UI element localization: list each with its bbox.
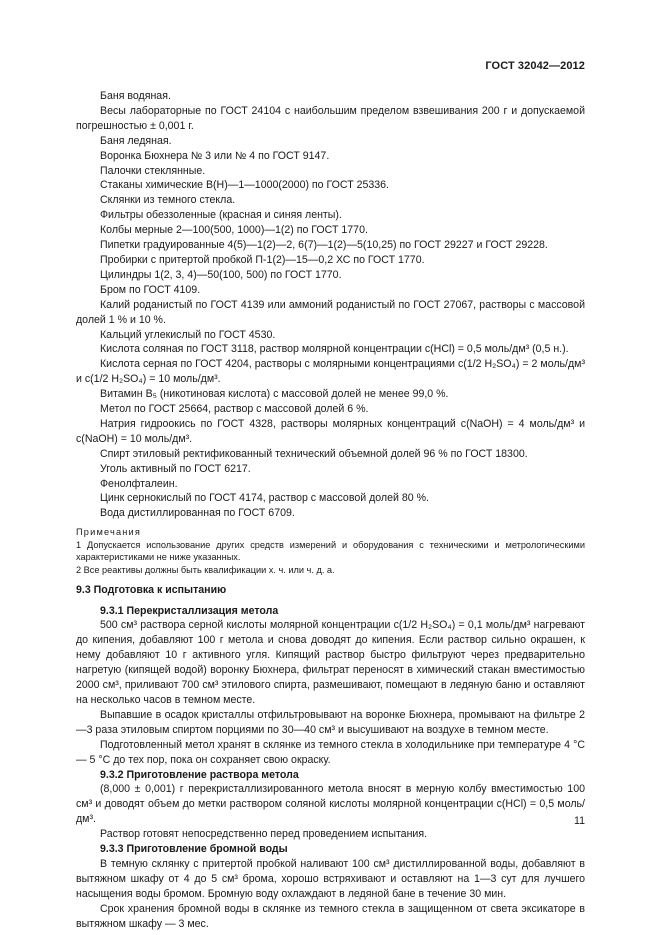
- equipment-item: Калий роданистый по ГОСТ 4139 или аммоний роданистый по ГОСТ 27067, растворы с массовой долей 1 % и 10 %.: [76, 298, 585, 326]
- notes-block: [76, 526, 585, 576]
- equipment-item: Кислота соляная по ГОСТ 3118, раствор молярной концентрации c(HCl) = 0,5 моль/дм³ (0,5 н.).: [100, 343, 569, 356]
- equipment-item: Цилиндры 1(2, 3, 4)—50(100, 500) по ГОСТ 1770.: [100, 268, 342, 281]
- equipment-item: Пипетки градуированные 4(5)—1(2)—2, 6(7)—1(2)—5(10,25) по ГОСТ 29227 и ГОСТ 29228.: [100, 239, 548, 252]
- equipment-item: Пробирки с притертой пробкой П-1(2)—15—0,2 ХС по ГОСТ 1770.: [100, 253, 425, 266]
- equipment-item: Баня водяная.: [100, 90, 171, 102]
- equipment-item: Весы лабораторные по ГОСТ 24104 с наибольшим пределом взвешивания 200 г и допускаемой погрешностью ± 0,001 г.: [76, 104, 585, 132]
- subsection-title: 9.3.1 Перекристаллизация метола: [100, 604, 279, 617]
- note-item: 1 Допускается использование других средств измерений и оборудования с техническими и метрологическими характеристиками не ниже указанных.: [76, 539, 585, 563]
- note-item: 2 Все реактивы должны быть квалификации х. ч. или ч. д. а.: [76, 565, 335, 576]
- equipment-item: Баня ледяная.: [100, 134, 172, 147]
- document-code: ГОСТ 32042—2012: [485, 60, 585, 72]
- equipment-list: [76, 89, 585, 521]
- document-body: [76, 89, 585, 932]
- equipment-item: Уголь активный по ГОСТ 6217.: [100, 462, 251, 475]
- paragraph: В темную склянку с притертой пробкой наливают 100 см³ дистиллированной воды, добавляют в вытяжном шкафу от 4 до 5 см³ брома, хорошо встряхивают и оставляют на 1—3 сут для лучшего насыщения воды бромом. Бромную воду охлаждают в ледяной бане в течение 30 мин.: [76, 857, 585, 900]
- equipment-item: Стаканы химические В(Н)—1—1000(2000) по ГОСТ 25336.: [100, 179, 390, 192]
- equipment-item: Бром по ГОСТ 4109.: [100, 283, 201, 296]
- equipment-item: Воронка Бюхнера № 3 или № 4 по ГОСТ 9147.: [100, 149, 330, 162]
- paragraph: Выпавшие в осадок кристаллы отфильтровывают на воронке Бюхнера, промывают на фильтре 2—3 раза этиловым спиртом порциями по 30—40 см³ и высушивают на воздухе в темном месте.: [76, 708, 585, 736]
- section-title: 9.3 Подготовка к испытанию: [76, 583, 227, 596]
- paragraph: Срок хранения бромной воды в склянке из темного стекла в защищенном от света эксикаторе в вытяжном шкафу — 3 мес.: [76, 902, 585, 930]
- notes-heading: Примечания: [76, 527, 142, 538]
- equipment-item: Фильтры обеззоленные (красная и синяя ленты).: [100, 209, 342, 222]
- paragraph: Раствор готовят непосредственно перед проведением испытания.: [100, 828, 428, 841]
- equipment-item: Натрия гидроокись по ГОСТ 4328, растворы молярных концентраций c(NaOH) = 4 моль/дм³ и c(NaOH) = 10 моль/дм³.: [76, 417, 585, 445]
- equipment-item: Витамин B₅ (никотиновая кислота) с массовой долей не менее 99,0 %.: [100, 388, 449, 401]
- page-number: 11: [574, 815, 585, 827]
- equipment-item: Спирт этиловый ректификованный технический объемной долей 96 % по ГОСТ 18300.: [100, 447, 528, 460]
- equipment-item: Кислота серная по ГОСТ 4204, растворы с молярными концентрациями c(1/2 H₂SO₄) = 2 моль/дм³ и c(1/2 H₂SO₄) = 10 моль/дм³.: [76, 358, 585, 386]
- paragraph: (8,000 ± 0,001) г перекристаллизированного метола вносят в мерную колбу вместимостью 100 см³ и доводят объем до метки раствором соляной кислоты молярной концентрации c(HCl) = 0,5 моль/дм³.: [76, 783, 585, 826]
- equipment-item: Колбы мерные 2—100(500, 1000)—1(2) по ГОСТ 1770.: [100, 224, 368, 237]
- equipment-item: Метол по ГОСТ 25664, раствор с массовой долей 6 %.: [100, 403, 369, 416]
- equipment-item: Фенолфталеин.: [100, 477, 178, 490]
- paragraph: 500 см³ раствора серной кислоты молярной концентрации c(1/2 H₂SO₄) = 0,1 моль/дм³ нагревают до кипения, добавляют 100 г метола и снова доводят до кипения. Если раствор сильно окрашен, к нему добавляют 10 г активного угля. Кипящий раствор быстро фильтруют через предварительно нагретую (кипящей водой) воронку Бюхнера, фильтрат переносят в химический стакан вместимостью 2000 см³, приливают 700 см³ этилового спирта, размешивают, помещают в ледяную баню и оставляют на несколько часов в темном месте.: [76, 619, 585, 706]
- equipment-item: Склянки из темного стекла.: [100, 194, 236, 207]
- subsection-title: 9.3.2 Приготовление раствора метола: [100, 768, 299, 781]
- equipment-item: Кальций углекислый по ГОСТ 4530.: [100, 328, 276, 341]
- subsection-title: 9.3.3 Приготовление бромной воды: [100, 843, 288, 856]
- equipment-item: Вода дистиллированная по ГОСТ 6709.: [100, 507, 295, 520]
- equipment-item: Палочки стеклянные.: [100, 164, 206, 177]
- paragraph: Подготовленный метол хранят в склянке из темного стекла в холодильнике при температуре 4 °С — 5 °С до тех пор, пока он сохраняет свою окраску.: [76, 738, 585, 766]
- equipment-item: Цинк сернокислый по ГОСТ 4174, раствор с массовой долей 80 %.: [100, 492, 429, 505]
